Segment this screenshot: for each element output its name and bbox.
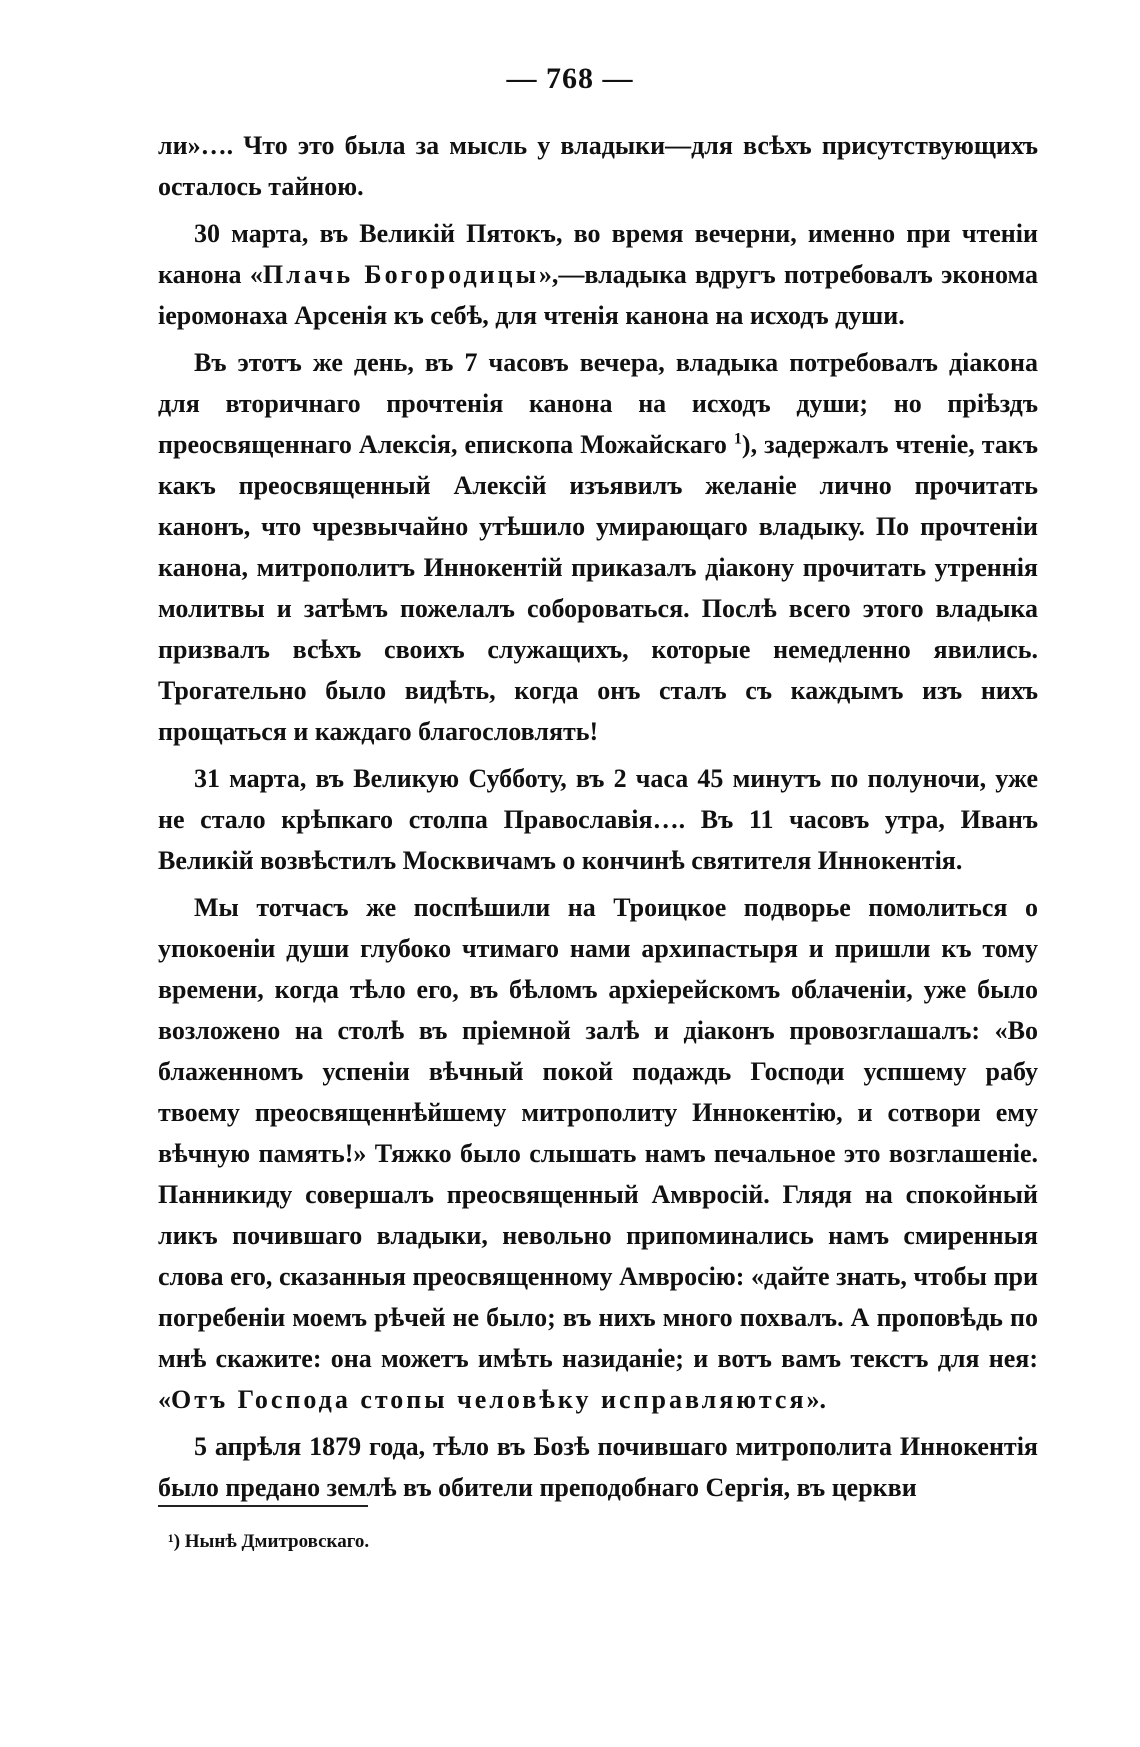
paragraph-text: Въ этотъ же день, въ 7 часовъ вечера, владыка потребовалъ діакона для вторичнаго прочтенія канона на исходъ души; но пріѣздъ преосвященнаго Алексія, епископа Можайскаго [158,348,1038,459]
footnote-reference: 1 [733,430,742,448]
body-text [158,125,1038,1514]
page-number: — 768 — [506,62,634,95]
spaced-title: Плачь Богородицы [262,260,539,289]
paragraph-text: ), задержалъ чтеніе, такъ какъ преосвященный Алексій изъявилъ желаніе лично прочитать канонъ, что чрезвычайно утѣшило умирающаго владыку. По прочтеніи канона, митрополитъ Иннокентій приказалъ діакону прочитать утреннія молитвы и затѣмъ пожелалъ соборoваться. Послѣ всего этого владыка призвалъ всѣхъ своихъ служащихъ, которые немедленно явились. Трогательно было видѣть, когда онъ сталъ съ каждымъ изъ нихъ прощаться и каждаго благословлять! [158,430,1039,746]
paragraph: 31 марта, въ Великую Субботу, въ 2 часа 45 минутъ по полуночи, уже не стало крѣпкаго столпа Православія…. Въ 11 часовъ утра, Иванъ Великій возвѣстилъ Москвичамъ о кончинѣ святителя Иннокентія. [158,764,1038,875]
paragraph: ли»…. Что это была за мысль у владыки—для всѣхъ присутствующихъ осталось тайною. [158,131,1038,201]
paragraph-text: Мы тотчасъ же поспѣшили на Троицкое подворье помолиться о упокоеніи души глубоко чтимаго нами архипастыря и пришли къ тому времени, когда тѣло его, въ бѣломъ архіерейскомъ облаченіи, уже было возложено на столѣ въ пріемной залѣ и діаконъ провозглашалъ: «Во блаженномъ успеніи вѣчный покой подаждь Господи успшему рабу твоему преосвященнѣйшему митрополиту Иннокентію, и сотвори ему вѣчную память!» Тяжко было слышать намъ печальное это возглашеніе. Панникиду совершалъ преосвященный Амвросій. Глядя на спокойный ликъ почившаго владыки, невольно припоминались намъ смиренныя слова его, сказанныя преосвященному Амвросію: «дайте знать, чтобы при погребеніи моемъ рѣчей не было; въ нихъ много похвалъ. А проповѣдь по мнѣ скажите: она можетъ имѣть назиданіе; и вотъ вамъ текстъ для нея: « [158,893,1038,1414]
footnote: ¹) Нынѣ Дмитровскаго. [168,1531,370,1552]
paragraph-text: 30 марта, въ Великій Пятокъ, во время вечерни, именно при чтеніи канона « [158,219,1038,289]
spaced-quotation: Отъ Господа стопы человѣку исправляются [171,1385,807,1414]
paragraph-text: »,—владыка вдругъ потребовалъ эконома іеромонаха Арсенія къ себѣ, для чтенія канона на исходъ души. [158,260,1038,330]
paragraph [158,887,1038,1420]
paragraph [158,342,1038,752]
paragraph [158,213,1038,336]
paragraph-text: ». [806,1385,827,1414]
footnote-rule [158,1505,368,1507]
paragraph: 5 апрѣля 1879 года, тѣло въ Бозѣ почившаго митрополита Иннокентія было предано землѣ въ обители преподобнаго Сергія, въ церкви [158,1432,1038,1502]
